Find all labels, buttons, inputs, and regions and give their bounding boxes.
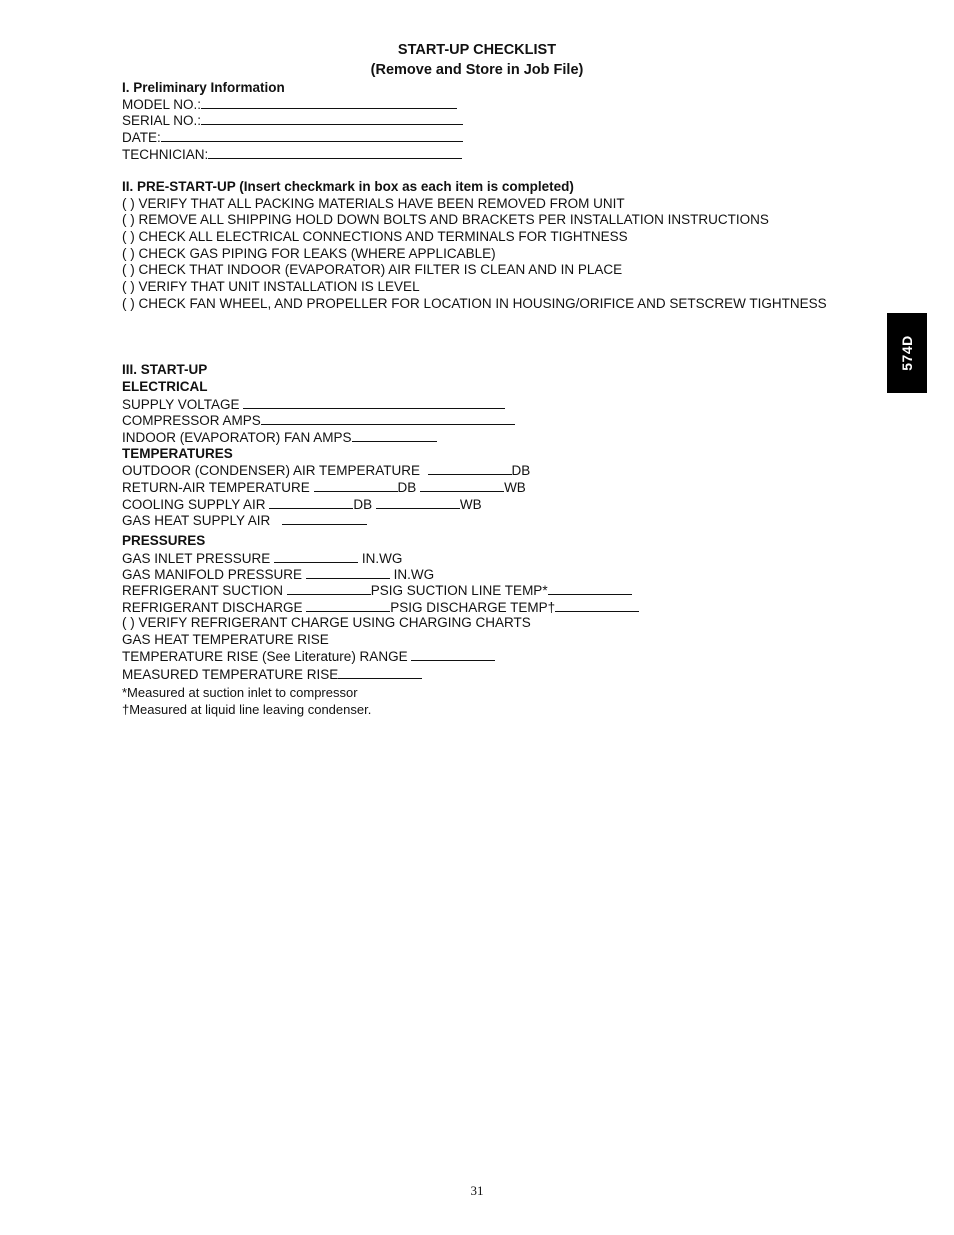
verify-charge-item[interactable]: ( ) VERIFY REFRIGERANT CHARGE USING CHARGING CHARTS: [122, 615, 531, 630]
model-number-field[interactable]: [122, 96, 457, 113]
measured-temp-rise-label: MEASURED TEMPERATURE RISE: [122, 667, 339, 682]
checklist-item[interactable]: ( ) REMOVE ALL SHIPPING HOLD DOWN BOLTS AND BRACKETS PER INSTALLATION INSTRUCTIONS: [122, 212, 769, 227]
refrigerant-discharge-field[interactable]: [122, 599, 639, 616]
checklist-item[interactable]: ( ) CHECK THAT INDOOR (EVAPORATOR) AIR FILTER IS CLEAN AND IN PLACE: [122, 262, 623, 277]
supply-voltage-label: SUPPLY VOLTAGE: [122, 397, 240, 412]
wb-unit: WB: [459, 497, 482, 512]
section-preliminary-heading: I. Preliminary Information: [122, 80, 285, 95]
inwg-unit: IN.WG: [393, 567, 435, 582]
refrigerant-suction-field[interactable]: [122, 582, 632, 599]
indoor-fan-amps-field[interactable]: [122, 429, 437, 446]
compressor-amps-field[interactable]: [122, 412, 515, 429]
footnote-suction: *Measured at suction inlet to compressor: [122, 685, 358, 700]
temp-rise-range-label: TEMPERATURE RISE (See Literature) RANGE: [122, 649, 408, 664]
db-unit: DB: [511, 463, 531, 478]
date-field[interactable]: [122, 129, 463, 146]
footnote-liquid: †Measured at liquid line leaving condenser.: [122, 702, 372, 717]
suction-line-temp-label: PSIG SUCTION LINE TEMP*: [370, 583, 548, 598]
pressures-heading: PRESSURES: [122, 533, 206, 548]
page-title: START-UP CHECKLIST: [397, 42, 557, 58]
checklist-item[interactable]: ( ) VERIFY THAT UNIT INSTALLATION IS LEVEL: [122, 279, 420, 294]
gas-heat-supply-air-label: GAS HEAT SUPPLY AIR: [122, 513, 271, 528]
outdoor-air-temp-label: OUTDOOR (CONDENSER) AIR TEMPERATURE: [122, 463, 421, 478]
return-air-temp-field[interactable]: [122, 479, 526, 496]
db-unit: DB: [353, 497, 373, 512]
serial-number-label: SERIAL NO.:: [122, 113, 202, 128]
refrigerant-discharge-label: REFRIGERANT DISCHARGE: [122, 600, 303, 615]
inwg-unit: IN.WG: [361, 551, 403, 566]
temperatures-heading: TEMPERATURES: [122, 446, 233, 461]
checklist-item[interactable]: ( ) CHECK ALL ELECTRICAL CONNECTIONS AND TERMINALS FOR TIGHTNESS: [122, 229, 628, 244]
compressor-amps-label: COMPRESSOR AMPS: [122, 413, 261, 428]
checklist-item[interactable]: ( ) VERIFY THAT ALL PACKING MATERIALS HAVE BEEN REMOVED FROM UNIT: [122, 196, 625, 211]
electrical-heading: ELECTRICAL: [122, 379, 208, 394]
section-start-up-heading: III. START-UP: [122, 362, 208, 377]
side-tab-label: 574D: [899, 335, 915, 371]
cooling-supply-air-label: COOLING SUPPLY AIR: [122, 497, 266, 512]
gas-inlet-pressure-field[interactable]: [122, 550, 402, 567]
db-unit: DB: [397, 480, 417, 495]
supply-voltage-field[interactable]: [122, 396, 505, 413]
gas-inlet-pressure-label: GAS INLET PRESSURE: [122, 551, 271, 566]
refrigerant-suction-label: REFRIGERANT SUCTION: [122, 583, 284, 598]
return-air-temp-label: RETURN-AIR TEMPERATURE: [122, 480, 310, 495]
gas-heat-temp-rise-heading: GAS HEAT TEMPERATURE RISE: [122, 632, 329, 647]
model-number-label: MODEL NO.:: [122, 97, 202, 112]
page-number: 31: [470, 1183, 484, 1198]
technician-label: TECHNICIAN:: [122, 147, 209, 162]
measured-temp-rise-field[interactable]: [122, 666, 422, 683]
cooling-supply-air-field[interactable]: [122, 496, 482, 513]
gas-heat-supply-air-field[interactable]: [122, 512, 367, 529]
technician-field[interactable]: [122, 146, 462, 163]
indoor-fan-amps-label: INDOOR (EVAPORATOR) FAN AMPS: [122, 430, 352, 445]
gas-manifold-pressure-field[interactable]: [122, 566, 434, 583]
discharge-temp-label: PSIG DISCHARGE TEMP†: [390, 600, 556, 615]
checklist-item[interactable]: ( ) CHECK FAN WHEEL, AND PROPELLER FOR LOCATION IN HOUSING/ORIFICE AND SETSCREW TIGHTNESS: [122, 296, 827, 311]
gas-manifold-pressure-label: GAS MANIFOLD PRESSURE: [122, 567, 303, 582]
outdoor-air-temp-field[interactable]: [122, 462, 530, 479]
wb-unit: WB: [504, 480, 526, 495]
date-label: DATE:: [122, 130, 161, 145]
page-subtitle: (Remove and Store in Job File): [370, 62, 584, 78]
temp-rise-range-field[interactable]: [122, 648, 495, 665]
serial-number-field[interactable]: [122, 112, 463, 129]
section-pre-start-up-heading: II. PRE-START-UP (Insert checkmark in box as each item is completed): [122, 179, 574, 194]
side-tab: [887, 313, 927, 393]
checklist-item[interactable]: ( ) CHECK GAS PIPING FOR LEAKS (WHERE APPLICABLE): [122, 246, 496, 261]
